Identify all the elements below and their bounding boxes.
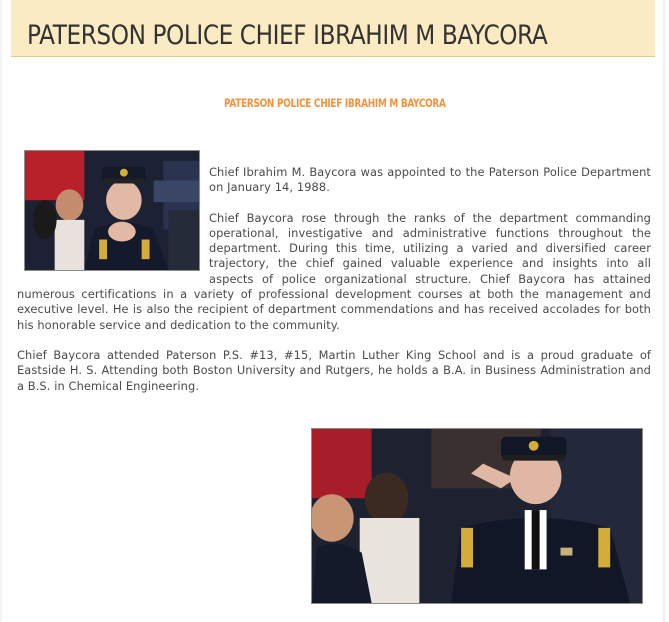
article-paragraph-2: Chief Baycora rose through the ranks of the department commanding operational, investigative and administrative functions throughout the department. During this time, utilizing a varied and diversified career trajectory, the chief gained valuable experience and insights into all aspects of police organizational structure. Chief Baycora has attained numerous certifications in a variety of professional development courses at both the management and executive level. He is also the recipient of department commendations and has received accolades for both his honorable service and dedication to the community. [17,210,651,332]
article-subheading [0,96,669,110]
page-title: PATERSON POLICE CHIEF IBRAHIM M BAYCORA [27,20,548,51]
chief-saluting-photo-image [312,429,642,603]
chief-applauding-photo [24,150,200,271]
article-body [17,150,651,409]
article-paragraph-1: Chief Ibrahim M. Baycora was appointed to the Paterson Police Department on January 14, 1988. [209,165,651,195]
page-header [11,0,655,57]
article-subheading-text: PATERSON POLICE CHIEF IBRAHIM M BAYCORA [223,96,446,110]
article-paragraph-3: Chief Baycora attended Paterson P.S. #13, #15, Martin Luther King School and is a proud graduate of Eastside H. S. Attending both Boston University and Rutgers, he holds a B.A. in Business Administration and a B.S. in Chemical Engineering. [17,347,651,393]
chief-applauding-photo-image [25,151,199,270]
chief-saluting-photo [311,428,643,604]
